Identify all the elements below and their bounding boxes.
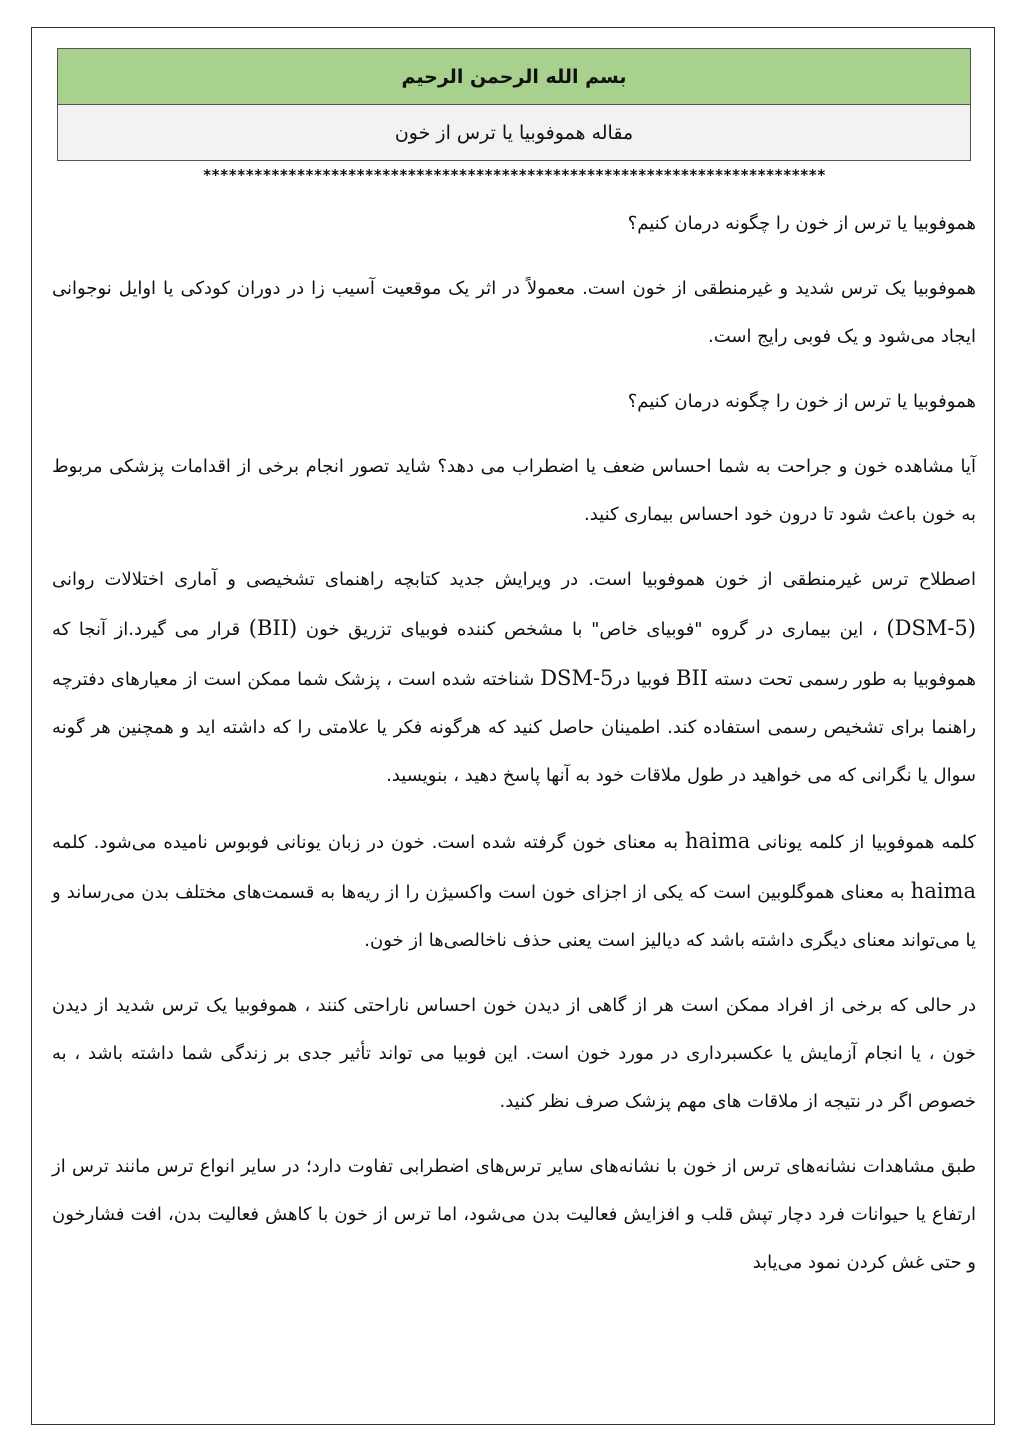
paragraph-intro: هموفوبیا یک ترس شدید و غیرمنطقی از خون است. معمولاً در اثر یک موقعیت آسیب زا در دوران کودکی یا اوایل نوجوانی ایجاد می‌شود و یک فوبی رایج است. bbox=[52, 278, 976, 347]
paragraph-text: قرار می گیرد.از آنجا که هموفوبیا به طور رسمی تحت دسته bbox=[52, 619, 976, 690]
paragraph-impact: در حالی که برخی از افراد ممکن است هر از گاهی از دیدن خون احساس ناراحتی کنند ، هموفوبیا یک ترس شدید از دیدن خون ، یا انجام آزمایش یا عکسبرداری در مورد خون است. این فوبیا می تواند تأثیر جدی بر زندگی شما داشته باشد ، به خصوص اگر در نتیجه از ملاقات های مهم پزشک صرف نظر کنید. bbox=[52, 995, 976, 1112]
haima-term: haima bbox=[910, 879, 976, 903]
paragraph-text: ، این بیماری در گروه "فوبیای خاص" با مشخص کننده فوبیای تزریق خون bbox=[297, 619, 887, 640]
paragraph-comparison: طبق مشاهدات نشانه‌های ترس از خون با نشانه‌های سایر ترس‌های اضطرابی تفاوت دارد؛ در سایر انواع ترس مانند ترس از ارتفاع یا حیوانات فرد دچار تپش قلب و افزایش فعالیت بدن می‌شود، اما ترس از خون با کاهش فعالیت بدن، افت فشارخون و حتی غش کردن نمود می‌یابد bbox=[52, 1156, 976, 1273]
paragraph-etymology bbox=[52, 817, 976, 965]
dsm-term: DSM-5 bbox=[540, 666, 614, 690]
dsm-term: (DSM-5) bbox=[886, 616, 976, 640]
paragraph-symptoms: آیا مشاهده خون و جراحت به شما احساس ضعف یا اضطراب می دهد؟ شاید تصور انجام برخی از اقدامات پزشکی مربوط به خون باعث شود تا درون خود احساس بیماری کنید. bbox=[52, 456, 976, 525]
paragraph-text: کلمه هموفوبیا از کلمه یونانی bbox=[750, 832, 976, 853]
article-body bbox=[52, 200, 976, 1304]
paragraph-definition bbox=[52, 556, 976, 800]
document-title: بسم الله الرحمن الرحیم bbox=[58, 49, 971, 105]
paragraph-text: به معنای هموگلوبین است که یکی از اجزای خون است واکسیژن را از ریه‌ها به قسمت‌های مختلف بدن می‌رساند و یا می‌تواند معنای دیگری داشته باشد که دیالیز است یعنی حذف ناخالصی‌ها از خون. bbox=[52, 882, 976, 951]
paragraph-text: فوبیا در bbox=[613, 669, 677, 690]
paragraph-text: به معنای خون گرفته شده است. خون در زبان یونانی فوبوس نامیده می‌شود. کلمه bbox=[52, 832, 686, 853]
article-heading-2: هموفوبیا یا ترس از خون را چگونه درمان کنیم؟ bbox=[627, 391, 976, 412]
article-heading-1: هموفوبیا یا ترس از خون را چگونه درمان کنیم؟ bbox=[627, 213, 976, 234]
paragraph-text: اصطلاح ترس غیرمنطقی از خون هموفوبیا است. در ویرایش جدید کتابچه راهنمای تشخیصی و آماری اختلالات روانی bbox=[52, 569, 976, 590]
bii-term: (BII) bbox=[248, 616, 298, 640]
header-table bbox=[57, 48, 971, 161]
bii-term: BII bbox=[676, 666, 709, 690]
paragraph-text: شناخته شده است ، پزشک شما ممکن است از معیارهای دفترچه راهنما برای تشخیص رسمی استفاده کند. اطمینان حاصل کنید که هرگونه فکر یا علامتی را که داشته اید و همچنین هر گونه سوال یا نگرانی که می خواهید در طول ملاقات خود به آنها پاسخ دهید ، بنویسید. bbox=[52, 669, 976, 786]
document-subtitle: مقاله هموفوبیا یا ترس از خون bbox=[58, 105, 971, 161]
haima-term: haima bbox=[685, 829, 751, 853]
star-divider: ************************************************************************* bbox=[202, 166, 826, 184]
